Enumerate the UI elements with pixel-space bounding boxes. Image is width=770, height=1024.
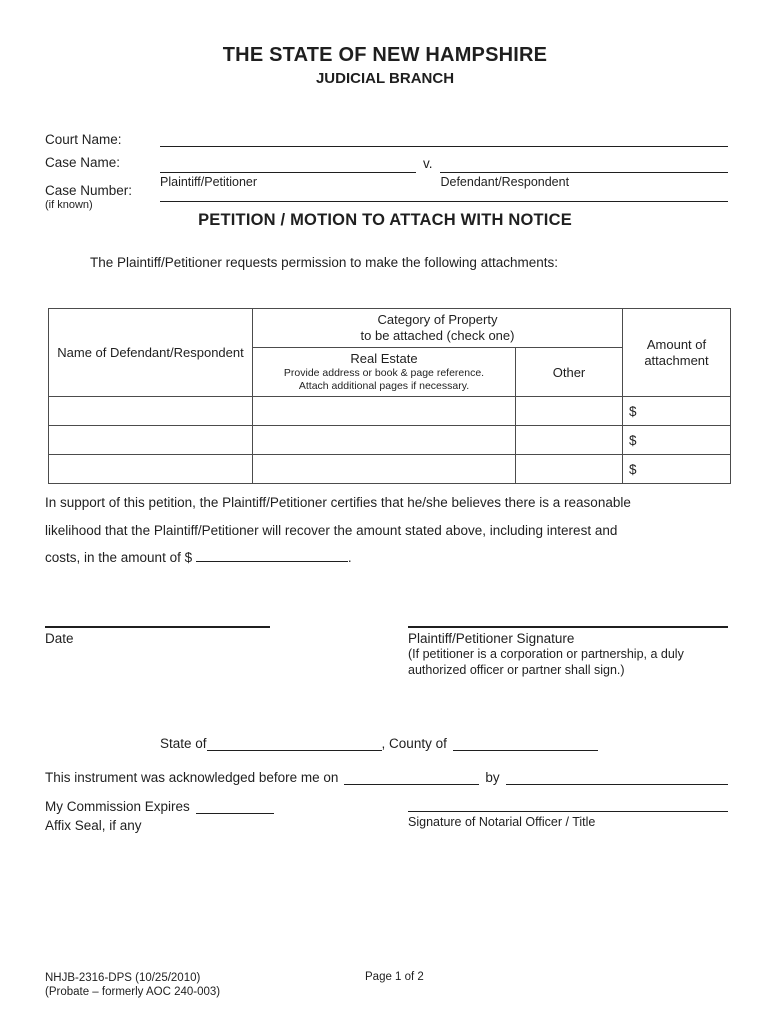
other-cell[interactable] [516,455,623,484]
acknowledged-label: This instrument was acknowledged before me on [45,770,339,785]
commission-row [45,799,274,814]
col-header-category-group [253,309,623,348]
dollar-sign: $ [629,461,637,477]
defendant-name-cell[interactable] [49,426,253,455]
certification-line1: In support of this petition, the Plaintiff/Petitioner certifies that he/she believes there is a reasonable [45,495,631,510]
table-row [49,426,731,455]
by-label: by [485,770,500,785]
table-row [49,455,731,484]
col-header-other: Other [516,348,623,397]
other-cell[interactable] [516,426,623,455]
state-input[interactable] [207,737,382,751]
attachment-table [48,308,731,484]
date-signature-block [45,611,270,646]
case-number-input[interactable] [160,183,728,202]
case-name-label: Case Name: [45,155,121,170]
petitioner-signature-input[interactable] [408,611,728,628]
acknowledged-row [45,770,728,785]
state-county-row [160,736,598,751]
dollar-sign: $ [629,432,637,448]
plaintiff-sublabel: Plaintiff/Petitioner [160,175,258,189]
commission-expires-input[interactable] [196,800,274,814]
category-group-line2: to be attached (check one) [360,328,515,343]
notarial-signature-input[interactable] [408,796,728,812]
real-estate-cell[interactable] [253,397,516,426]
date-input[interactable] [45,611,270,628]
attachment-table-wrap [48,308,731,484]
amount-cell[interactable] [623,426,731,455]
petitioner-signature-note1: (If petitioner is a corporation or partnership, a duly [408,647,684,661]
category-group-line1: Category of Property [377,312,498,327]
case-number-label-wrap [45,183,160,211]
notarial-signature-block [408,796,728,829]
real-estate-note1: Provide address or book & page reference. [283,367,485,379]
footer-form-note: (Probate – formerly AOC 240-003) [45,986,221,998]
case-name-plaintiff-input[interactable] [160,155,416,173]
real-estate-cell[interactable] [253,455,516,484]
affix-seal-label: Affix Seal, if any [45,818,142,833]
acknowledged-by-input[interactable] [506,771,728,785]
court-name-input[interactable] [160,146,728,147]
state-label: State of [160,736,207,751]
case-number-note: (if known) [45,199,93,211]
court-name-row [45,129,728,147]
certification-line2: likelihood that the Plaintiff/Petitioner will recover the amount stated above, including interest and [45,522,618,538]
other-cell[interactable] [516,397,623,426]
certification-line3 [45,544,717,572]
col-header-amount [623,309,731,397]
county-input[interactable] [453,737,598,751]
case-name-defendant-input[interactable] [440,155,728,173]
case-number-row [45,183,728,211]
date-label: Date [45,631,74,646]
header [0,44,770,87]
real-estate-cell[interactable] [253,426,516,455]
amount-header-line2: attachment [644,352,709,368]
state-title: THE STATE OF NEW HAMPSHIRE [222,44,548,66]
amount-header-line1: Amount of [646,336,707,352]
petitioner-signature-note2: authorized officer or partner shall sign.) [408,663,625,677]
real-estate-note2: Attach additional pages if necessary. [298,380,470,392]
county-label: , County of [381,736,447,751]
defendant-sublabel: Defendant/Respondent [440,175,570,189]
real-estate-header: Real Estate [350,351,418,366]
commission-label: My Commission Expires [45,799,190,814]
court-name-label: Court Name: [45,132,122,147]
footer-page-number: Page 1 of 2 [365,971,424,983]
col-header-defendant-name: Name of Defendant/Respondent [49,309,253,397]
defendant-name-cell[interactable] [49,397,253,426]
petitioner-signature-label: Plaintiff/Petitioner Signature [408,631,575,646]
branch-subtitle: JUDICIAL BRANCH [315,70,455,87]
footer-form-number: NHJB-2316-DPS (10/25/2010) [45,972,201,984]
acknowledged-date-input[interactable] [344,771,479,785]
amount-cell[interactable] [623,397,731,426]
table-row [49,397,731,426]
form-title: PETITION / MOTION TO ATTACH WITH NOTICE [198,211,572,229]
petitioner-signature-block [408,611,728,678]
certification-paragraph [45,489,717,572]
amount-cell[interactable] [623,455,731,484]
versus-label: v. [422,156,433,171]
case-number-label: Case Number: [45,183,133,198]
certification-line3-suffix: . [347,550,352,565]
intro-paragraph: The Plaintiff/Petitioner requests permission to make the following attachments: [90,255,558,270]
dollar-sign: $ [629,403,637,419]
notarial-signature-label: Signature of Notarial Officer / Title [408,815,596,829]
col-header-real-estate [253,348,516,397]
footer-form-id [45,971,220,999]
defendant-name-cell[interactable] [49,455,253,484]
certification-amount-input[interactable] [196,549,348,562]
certification-line3-prefix: costs, in the amount of $ [45,550,193,565]
